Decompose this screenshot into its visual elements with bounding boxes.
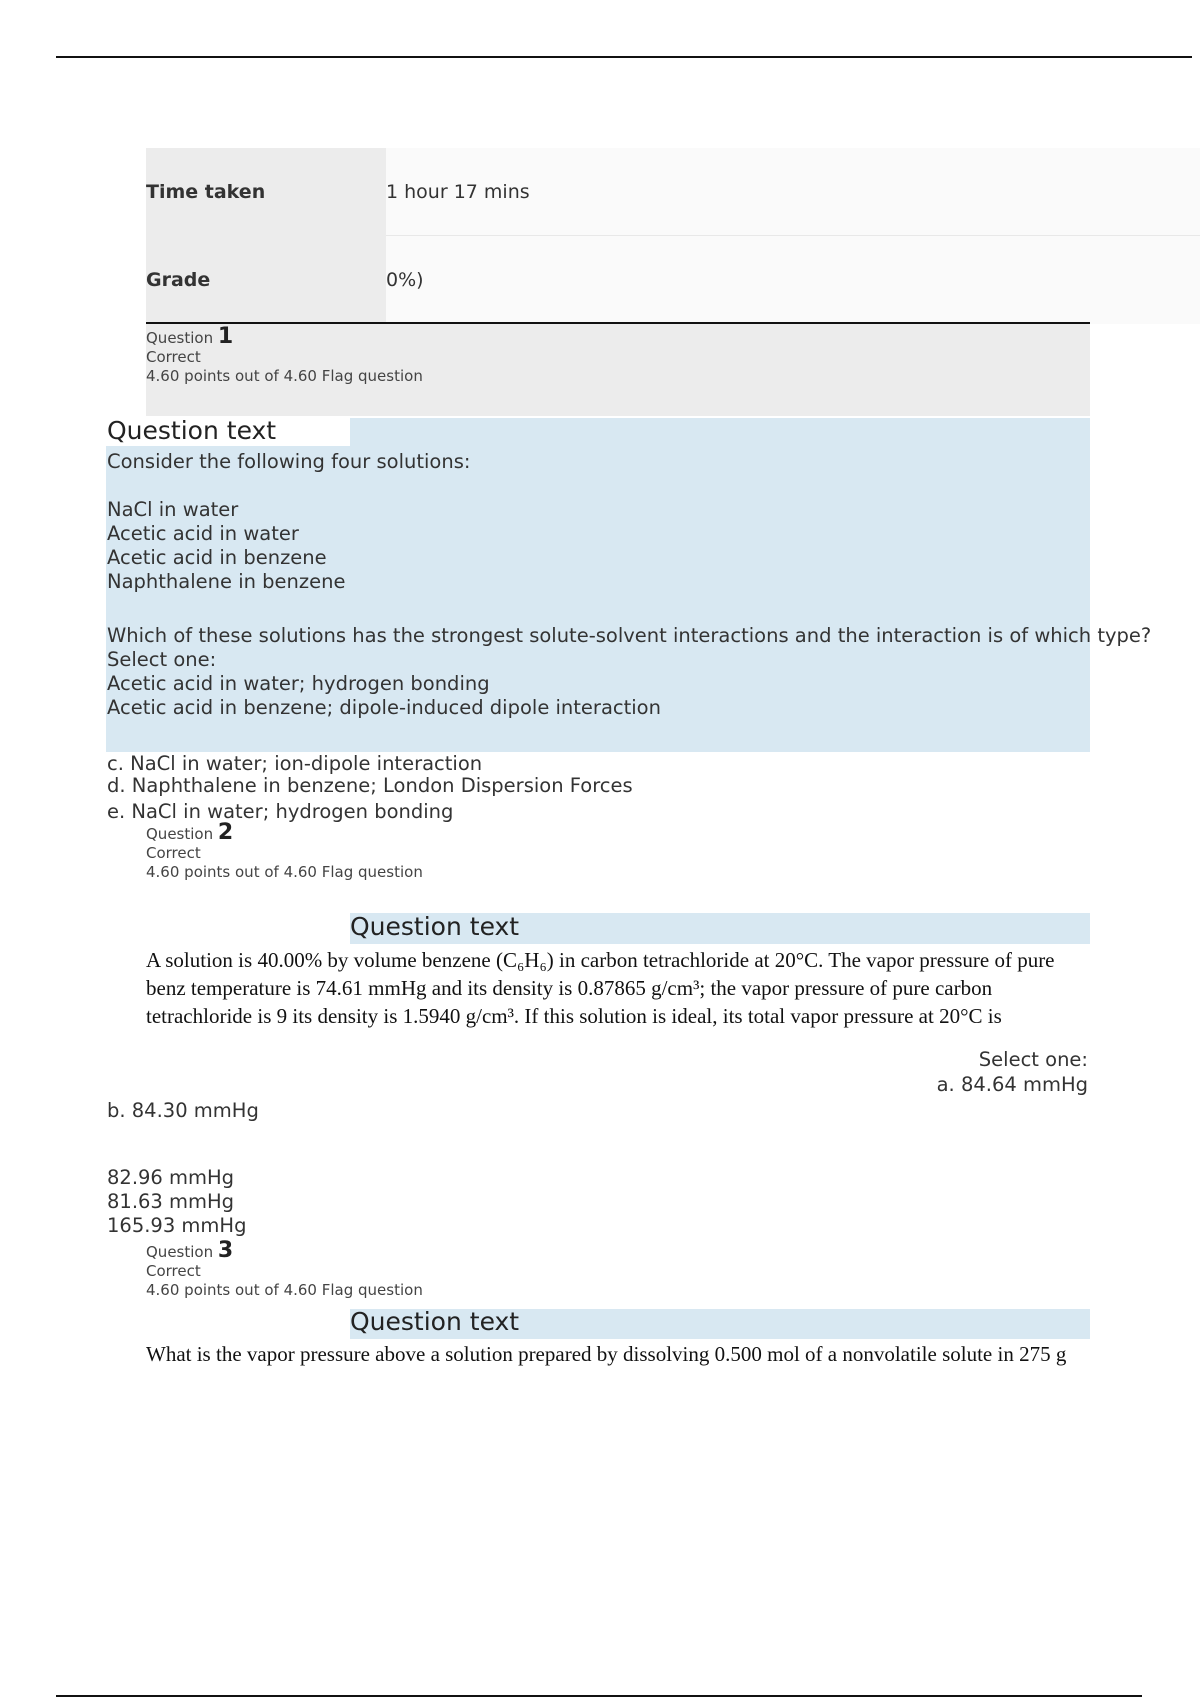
grade-row xyxy=(146,236,1200,324)
solution-list xyxy=(107,498,346,594)
question-1-text-heading: Question text xyxy=(107,416,277,445)
time-taken-label: Time taken xyxy=(146,148,386,236)
solution-item: Acetic acid in benzene xyxy=(107,546,327,569)
solution-item: Acetic acid in water xyxy=(107,522,299,545)
answer-option-a[interactable]: a. 84.64 mmHg xyxy=(936,1073,1088,1096)
question-3-text-heading: Question text xyxy=(350,1307,520,1336)
question-2-text-line: benz temperature is 74.61 mmHg and its density is 0.87865 g/cm³; the vapor pressure of pure carbon xyxy=(146,976,993,1000)
answer-option-d[interactable]: d. Naphthalene in benzene; London Dispersion Forces xyxy=(107,774,633,797)
flag-question-link[interactable]: Flag question xyxy=(321,1281,423,1299)
answer-option-e[interactable]: e. NaCl in water; hydrogen bonding xyxy=(107,800,454,823)
attempt-summary-table xyxy=(146,148,1200,324)
question-2-number: Question 2 xyxy=(146,820,234,845)
grade-value: 0%) xyxy=(386,236,1200,324)
question-2-info xyxy=(146,820,423,882)
question-2-grade: 4.60 points out of 4.60 Flag question xyxy=(146,863,423,881)
answer-option-e[interactable]: 165.93 mmHg xyxy=(107,1214,247,1237)
solution-item: NaCl in water xyxy=(107,498,239,521)
question-3-info xyxy=(146,1238,423,1300)
time-taken-row xyxy=(146,148,1200,236)
answer-option-b[interactable]: Acetic acid in benzene; dipole-induced dipole interaction xyxy=(107,696,661,719)
question-2-text-line: tetrachloride is 9 its density is 1.5940 g/cm³. If this solution is ideal, its total vapor pressure at 20°C is xyxy=(146,1004,1002,1028)
question-3-text: What is the vapor pressure above a solution prepared by dissolving 0.500 mol of a nonvolatile solute in 275 g xyxy=(146,1342,1067,1366)
question-2-text xyxy=(146,946,1055,1030)
time-taken-value: 1 hour 17 mins xyxy=(386,148,1200,236)
question-3-state: Correct xyxy=(146,1262,201,1280)
answer-option-c[interactable]: c. NaCl in water; ion-dipole interaction xyxy=(107,752,483,775)
grade-label: Grade xyxy=(146,236,386,324)
question-1-intro: Consider the following four solutions: xyxy=(107,450,471,473)
question-1-grade: 4.60 points out of 4.60 Flag question xyxy=(146,367,423,385)
flag-question-link[interactable]: Flag question xyxy=(321,367,423,385)
question-2-text-line: A solution is 40.00% by volume benzene (C₆H₆) in carbon tetrachloride at 20°C. The vapor pressure of pure xyxy=(146,948,1055,972)
question-2-select-one: Select one: xyxy=(978,1048,1088,1071)
bottom-rule xyxy=(56,1695,1142,1697)
question-3-number: Question 3 xyxy=(146,1238,234,1263)
question-1-prompt: Which of these solutions has the strongest solute-solvent interactions and the interaction is of which type? xyxy=(107,624,1152,647)
top-rule xyxy=(56,56,1192,58)
answer-option-a[interactable]: Acetic acid in water; hydrogen bonding xyxy=(107,672,490,695)
answer-option-c[interactable]: 82.96 mmHg xyxy=(107,1166,235,1189)
question-1-select-one: Select one: xyxy=(107,648,217,671)
question-2-text-heading: Question text xyxy=(350,912,520,941)
question-3-grade: 4.60 points out of 4.60 Flag question xyxy=(146,1281,423,1299)
solution-item: Naphthalene in benzene xyxy=(107,570,346,593)
answer-option-b[interactable]: b. 84.30 mmHg xyxy=(107,1099,259,1122)
answer-option-d[interactable]: 81.63 mmHg xyxy=(107,1190,235,1213)
question-1-info xyxy=(146,324,1090,416)
question-1-number: Question 1 xyxy=(146,324,234,349)
question-1-state: Correct xyxy=(146,348,201,366)
flag-question-link[interactable]: Flag question xyxy=(321,863,423,881)
question-2-state: Correct xyxy=(146,844,201,862)
